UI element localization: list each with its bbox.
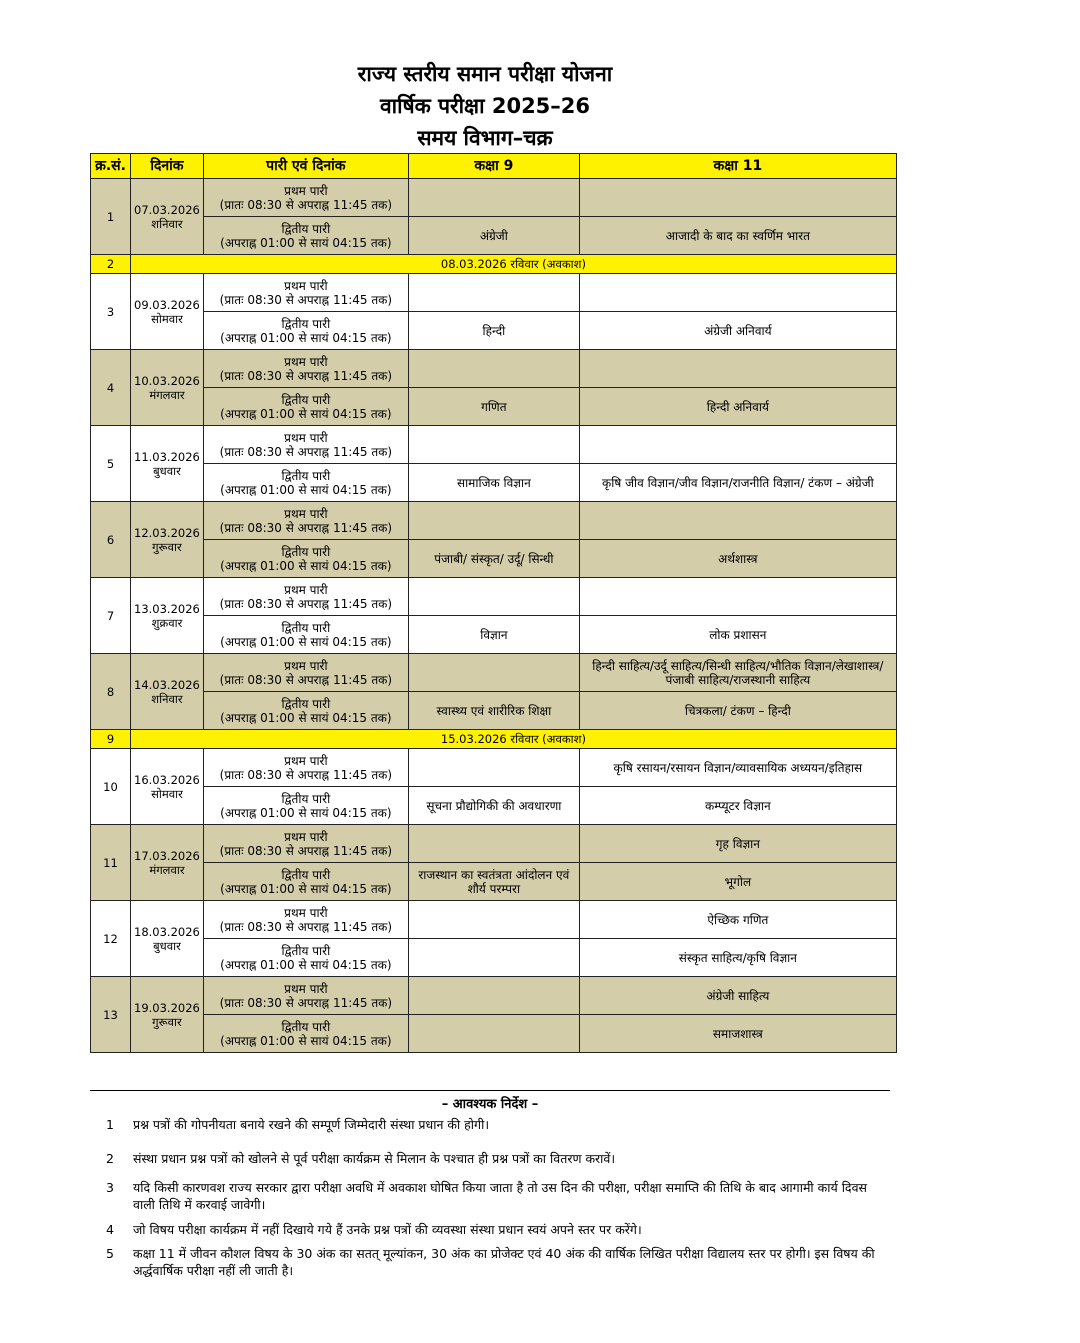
holiday-text: 08.03.2026 रविवार (अवकाश) <box>131 255 897 274</box>
shift-time: (अपराह्न 01:00 से सायं 04:15 तक) <box>220 235 392 250</box>
shift-label: प्रथम पारी <box>284 278 328 293</box>
row-day: गुरूवार <box>152 539 182 554</box>
shift-label: प्रथम पारी <box>284 981 328 996</box>
class-11-shift-2: चित्रकला/ टंकण – हिन्दी <box>579 692 896 730</box>
class-9-shift-1 <box>408 749 579 787</box>
shift-label: प्रथम पारी <box>284 905 328 920</box>
class-9-shift-2: सामाजिक विज्ञान <box>408 464 579 502</box>
row-date-cell <box>131 179 204 255</box>
table-row <box>91 217 897 255</box>
shift-time: (अपराह्न 01:00 से सायं 04:15 तक) <box>220 558 392 573</box>
class-11-shift-2: समाजशास्त्र <box>579 1015 896 1053</box>
row-date: 17.03.2026 <box>134 848 200 863</box>
class-11-shift-1: हिन्दी साहित्य/उर्दू साहित्य/सिन्धी साहित्य/भौतिक विज्ञान/लेखाशास्त्र/पंजाबी साहित्य/राजस्थानी साहित्य <box>579 654 896 692</box>
class-11-shift-1: ऐच्छिक गणित <box>579 901 896 939</box>
row-day: शुक्रवार <box>151 615 183 630</box>
row-sno: 3 <box>91 274 131 350</box>
table-row <box>91 749 897 787</box>
class-9-shift-2: गणित <box>408 388 579 426</box>
row-date: 13.03.2026 <box>134 601 200 616</box>
shift-cell <box>203 464 408 502</box>
shift-cell <box>203 616 408 654</box>
shift-time: (प्रातः 08:30 से अपराह्न 11:45 तक) <box>219 672 393 687</box>
class-9-shift-1 <box>408 350 579 388</box>
shift-label: द्वितीय पारी <box>281 1019 331 1034</box>
row-date-cell <box>131 350 204 426</box>
class-9-shift-2: पंजाबी/ संस्कृत/ उर्दू/ सिन्धी <box>408 540 579 578</box>
shift-time: (प्रातः 08:30 से अपराह्न 11:45 तक) <box>219 767 393 782</box>
shift-label: द्वितीय पारी <box>281 696 331 711</box>
instruction-text: प्रश्न पत्रों की गोपनीयता बनाये रखने की सम्पूर्ण जिम्मेदारी संस्था प्रधान की होगी। <box>133 1117 490 1132</box>
class-11-shift-1 <box>579 426 896 464</box>
class-11-shift-1: कृषि रसायन/रसायन विज्ञान/व्यावसायिक अध्ययन/इतिहास <box>579 749 896 787</box>
row-date: 12.03.2026 <box>134 525 200 540</box>
header-date: दिनांक <box>131 154 204 179</box>
exam-timetable <box>90 153 897 1053</box>
holiday-row <box>91 255 897 274</box>
shift-time: (अपराह्न 01:00 से सायं 04:15 तक) <box>220 634 392 649</box>
class-9-shift-1 <box>408 274 579 312</box>
class-11-shift-1 <box>579 274 896 312</box>
shift-label: द्वितीय पारी <box>281 620 331 635</box>
shift-label: द्वितीय पारी <box>281 316 331 331</box>
table-row <box>91 312 897 350</box>
shift-label: प्रथम पारी <box>284 658 328 673</box>
class-9-shift-1 <box>408 578 579 616</box>
table-header-row <box>91 154 897 179</box>
table-row <box>91 578 897 616</box>
row-date-cell <box>131 578 204 654</box>
header-class-9: कक्षा 9 <box>408 154 579 179</box>
class-9-shift-1 <box>408 426 579 464</box>
class-11-shift-2: कम्प्यूटर विज्ञान <box>579 787 896 825</box>
table-row <box>91 464 897 502</box>
shift-cell <box>203 787 408 825</box>
row-day: मंगलवार <box>149 862 185 877</box>
instruction-text: संस्था प्रधान प्रश्न पत्रों को खोलने से पूर्व परीक्षा कार्यक्रम से मिलान के पश्चात ही प्रश्न पत्रों का वितरण करावें। <box>133 1151 616 1166</box>
row-sno: 8 <box>91 654 131 730</box>
row-date-cell <box>131 426 204 502</box>
shift-cell <box>203 901 408 939</box>
class-11-shift-1: अंग्रेजी साहित्य <box>579 977 896 1015</box>
shift-time: (अपराह्न 01:00 से सायं 04:15 तक) <box>220 805 392 820</box>
table-row <box>91 350 897 388</box>
row-day: सोमवार <box>151 311 183 326</box>
row-sno: 2 <box>91 255 131 274</box>
table-row <box>91 616 897 654</box>
shift-label: द्वितीय पारी <box>281 544 331 559</box>
shift-cell <box>203 1015 408 1053</box>
shift-cell <box>203 312 408 350</box>
row-date: 14.03.2026 <box>134 677 200 692</box>
shift-time: (अपराह्न 01:00 से सायं 04:15 तक) <box>220 482 392 497</box>
table-row <box>91 692 897 730</box>
shift-cell <box>203 654 408 692</box>
shift-cell <box>203 274 408 312</box>
instructions-title: – आवश्यक निर्देश – <box>441 1097 539 1112</box>
shift-cell <box>203 578 408 616</box>
instruction-number: 1 <box>106 1117 114 1132</box>
row-day: गुरूवार <box>152 1014 182 1029</box>
table-row <box>91 654 897 692</box>
shift-time: (प्रातः 08:30 से अपराह्न 11:45 तक) <box>219 843 393 858</box>
table-row <box>91 825 897 863</box>
row-day: सोमवार <box>151 786 183 801</box>
table-row <box>91 863 897 901</box>
table-row <box>91 939 897 977</box>
shift-cell <box>203 749 408 787</box>
class-9-shift-2 <box>408 1015 579 1053</box>
class-9-shift-1 <box>408 901 579 939</box>
instruction-number: 4 <box>106 1222 114 1237</box>
holiday-row <box>91 730 897 749</box>
table-row <box>91 787 897 825</box>
shift-time: (प्रातः 08:30 से अपराह्न 11:45 तक) <box>219 292 393 307</box>
shift-label: प्रथम पारी <box>284 354 328 369</box>
row-date-cell <box>131 274 204 350</box>
instruction-text: जो विषय परीक्षा कार्यक्रम में नहीं दिखाये गये हैं उनके प्रश्न पत्रों की व्यवस्था संस्था प्रधान स्वयं अपने स्तर पर करेंगे। <box>133 1222 642 1237</box>
row-sno: 12 <box>91 901 131 977</box>
class-11-shift-1 <box>579 350 896 388</box>
class-9-shift-2: अंग्रेजी <box>408 217 579 255</box>
shift-label: द्वितीय पारी <box>281 221 331 236</box>
class-11-shift-1: गृह विज्ञान <box>579 825 896 863</box>
row-date-cell <box>131 901 204 977</box>
class-9-shift-2: सूचना प्रौद्योगिकी की अवधारणा <box>408 787 579 825</box>
shift-time: (प्रातः 08:30 से अपराह्न 11:45 तक) <box>219 444 393 459</box>
class-11-shift-2: भूगोल <box>579 863 896 901</box>
shift-cell <box>203 692 408 730</box>
row-date-cell <box>131 502 204 578</box>
row-date: 07.03.2026 <box>134 202 200 217</box>
instructions-section <box>90 1090 890 1278</box>
class-9-shift-2 <box>408 939 579 977</box>
title-line-3: समय विभाग–चक्र <box>417 126 553 150</box>
shift-label: प्रथम पारी <box>284 430 328 445</box>
table-row <box>91 179 897 217</box>
class-11-shift-2: लोक प्रशासन <box>579 616 896 654</box>
shift-time: (प्रातः 08:30 से अपराह्न 11:45 तक) <box>219 197 393 212</box>
table-row <box>91 901 897 939</box>
shift-cell <box>203 502 408 540</box>
class-9-shift-2: हिन्दी <box>408 312 579 350</box>
shift-cell <box>203 426 408 464</box>
instruction-number: 3 <box>106 1180 114 1195</box>
class-11-shift-2: आजादी के बाद का स्वर्णिम भारत <box>579 217 896 255</box>
class-11-shift-2: कृषि जीव विज्ञान/जीव विज्ञान/राजनीति विज्ञान/ टंकण – अंग्रेजी <box>579 464 896 502</box>
class-9-shift-2: स्वास्थ्य एवं शारीरिक शिक्षा <box>408 692 579 730</box>
row-date-cell <box>131 749 204 825</box>
instruction-text: यदि किसी कारणवश राज्य सरकार द्वारा परीक्षा अवधि में अवकाश घोषित किया जाता है तो उस दिन की परीक्षा, परीक्षा समाप्ति की तिथि के बाद आगामी कार्य दिवस वाली तिथि में करवाई जावेगी। <box>133 1180 867 1212</box>
header-sno: क्र.सं. <box>91 154 131 179</box>
row-day: मंगलवार <box>149 387 185 402</box>
class-9-shift-2: राजस्थान का स्वतंत्रता आंदोलन एवं शौर्य परम्परा <box>408 863 579 901</box>
class-9-shift-2: विज्ञान <box>408 616 579 654</box>
shift-label: प्रथम पारी <box>284 829 328 844</box>
shift-label: प्रथम पारी <box>284 506 328 521</box>
shift-time: (अपराह्न 01:00 से सायं 04:15 तक) <box>220 330 392 345</box>
table-row <box>91 540 897 578</box>
row-sno: 6 <box>91 502 131 578</box>
shift-label: द्वितीय पारी <box>281 468 331 483</box>
shift-cell <box>203 388 408 426</box>
row-sno: 13 <box>91 977 131 1053</box>
class-11-shift-1 <box>579 179 896 217</box>
class-11-shift-2: अंग्रेजी अनिवार्य <box>579 312 896 350</box>
row-date: 19.03.2026 <box>134 1000 200 1015</box>
shift-label: द्वितीय पारी <box>281 392 331 407</box>
row-sno: 11 <box>91 825 131 901</box>
table-row <box>91 1015 897 1053</box>
row-date: 10.03.2026 <box>134 373 200 388</box>
row-day: बुधवार <box>153 463 181 478</box>
shift-label: द्वितीय पारी <box>281 791 331 806</box>
table-row <box>91 977 897 1015</box>
instruction-number: 2 <box>106 1151 114 1166</box>
header-shift: पारी एवं दिनांक <box>203 154 408 179</box>
shift-cell <box>203 863 408 901</box>
title-line-2: वार्षिक परीक्षा 2025–26 <box>379 94 591 118</box>
class-11-shift-2: संस्कृत साहित्य/कृषि विज्ञान <box>579 939 896 977</box>
row-date: 09.03.2026 <box>134 297 200 312</box>
class-9-shift-1 <box>408 502 579 540</box>
shift-cell <box>203 179 408 217</box>
shift-label: प्रथम पारी <box>284 183 328 198</box>
shift-time: (अपराह्न 01:00 से सायं 04:15 तक) <box>220 710 392 725</box>
class-9-shift-1 <box>408 825 579 863</box>
row-date: 18.03.2026 <box>134 924 200 939</box>
table-row <box>91 426 897 464</box>
holiday-text: 15.03.2026 रविवार (अवकाश) <box>131 730 897 749</box>
shift-time: (अपराह्न 01:00 से सायं 04:15 तक) <box>220 957 392 972</box>
shift-cell <box>203 350 408 388</box>
header-class-11: कक्षा 11 <box>579 154 896 179</box>
shift-time: (अपराह्न 01:00 से सायं 04:15 तक) <box>220 406 392 421</box>
instruction-text: कक्षा 11 में जीवन कौशल विषय के 30 अंक का सतत् मूल्यांकन, 30 अंक का प्रोजेक्ट एवं 40 अंक की वार्षिक लिखित परीक्षा विद्यालय स्तर पर होगी। इस विषय की अर्द्धवार्षिक परीक्षा नहीं ली जाती है। <box>133 1246 875 1278</box>
row-date-cell <box>131 654 204 730</box>
shift-time: (प्रातः 08:30 से अपराह्न 11:45 तक) <box>219 368 393 383</box>
shift-time: (प्रातः 08:30 से अपराह्न 11:45 तक) <box>219 995 393 1010</box>
shift-time: (अपराह्न 01:00 से सायं 04:15 तक) <box>220 881 392 896</box>
row-sno: 9 <box>91 730 131 749</box>
shift-cell <box>203 217 408 255</box>
shift-label: द्वितीय पारी <box>281 943 331 958</box>
shift-label: प्रथम पारी <box>284 582 328 597</box>
class-11-shift-1 <box>579 578 896 616</box>
class-11-shift-2: अर्थशास्त्र <box>579 540 896 578</box>
class-11-shift-1 <box>579 502 896 540</box>
class-11-shift-2: हिन्दी अनिवार्य <box>579 388 896 426</box>
class-9-shift-1 <box>408 654 579 692</box>
shift-time: (प्रातः 08:30 से अपराह्न 11:45 तक) <box>219 919 393 934</box>
table-row <box>91 274 897 312</box>
instruction-number: 5 <box>106 1246 114 1261</box>
shift-cell <box>203 977 408 1015</box>
shift-label: द्वितीय पारी <box>281 867 331 882</box>
class-9-shift-1 <box>408 179 579 217</box>
shift-cell <box>203 939 408 977</box>
row-sno: 1 <box>91 179 131 255</box>
shift-cell <box>203 540 408 578</box>
row-sno: 4 <box>91 350 131 426</box>
shift-label: प्रथम पारी <box>284 753 328 768</box>
row-sno: 5 <box>91 426 131 502</box>
row-sno: 10 <box>91 749 131 825</box>
row-date-cell <box>131 825 204 901</box>
row-date-cell <box>131 977 204 1053</box>
shift-cell <box>203 825 408 863</box>
title-line-1: राज्य स्तरीय समान परीक्षा योजना <box>357 62 613 86</box>
table-row <box>91 502 897 540</box>
row-day: शनिवार <box>151 216 183 231</box>
row-day: बुधवार <box>153 938 181 953</box>
document-header <box>0 58 970 154</box>
shift-time: (अपराह्न 01:00 से सायं 04:15 तक) <box>220 1033 392 1048</box>
class-9-shift-1 <box>408 977 579 1015</box>
row-date: 16.03.2026 <box>134 772 200 787</box>
row-date: 11.03.2026 <box>134 449 200 464</box>
row-day: शनिवार <box>151 691 183 706</box>
shift-time: (प्रातः 08:30 से अपराह्न 11:45 तक) <box>219 520 393 535</box>
table-row <box>91 388 897 426</box>
row-sno: 7 <box>91 578 131 654</box>
shift-time: (प्रातः 08:30 से अपराह्न 11:45 तक) <box>219 596 393 611</box>
